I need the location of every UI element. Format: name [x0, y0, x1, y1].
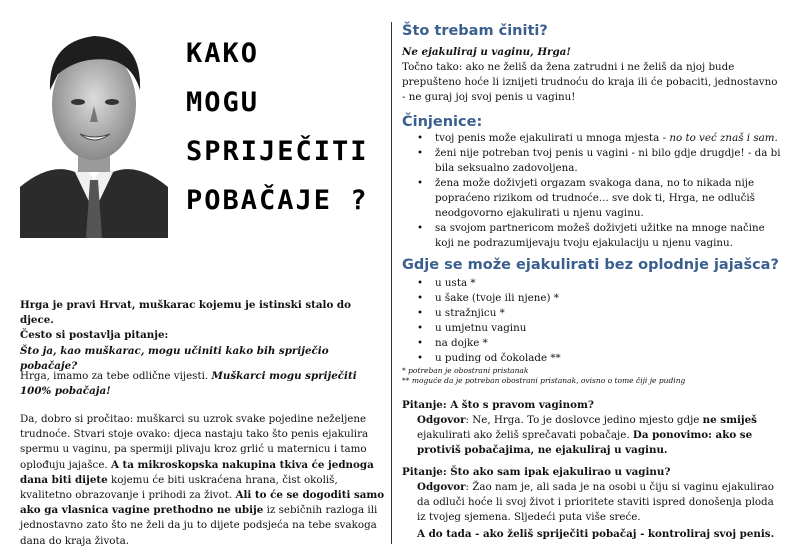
place-item: • u usta * [402, 276, 782, 291]
place-item: • u puding od čokolade ** [402, 351, 782, 366]
body-text-2: kojemu će biti uskraćena hrana, čist okoliš, kvalitetno obrazovanje i prihodi za život. [20, 473, 338, 502]
place-item: • na dojke * [402, 336, 782, 351]
qa-1 [402, 398, 782, 458]
question-1: Pitanje: A što s pravom vaginom? [402, 399, 594, 411]
section-facts [402, 115, 782, 251]
section-where [402, 258, 782, 386]
portrait-photo [20, 12, 168, 238]
answer-2: Odgovor: Žao nam je, ali sada je na osobi u čiju si vaginu ejakulirao da odluči hoće li svoj život i prioritete staviti ispred donošenja ploda iz tvojeg sjemena. Sljedeći puta više sreće. [417, 481, 774, 523]
body-paragraph [20, 412, 386, 549]
fact-item: • ženi nije potreban tvoj penis u vagini - ni bilo gdje drugdje! - da bi bila seksualno zadovoljena. [402, 146, 782, 176]
question-2: Pitanje: Što ako sam ipak ejakulirao u vaginu? [402, 466, 671, 478]
answer-1: Odgovor: Ne, Hrga. To je doslovce jedino mjesto gdje ne smiješ ejakulirati ako želiš sprečavati pobačaje. Da ponovimo: ako se protiviš pobačajima, ne ejakuliraj u vaginu. [417, 414, 757, 456]
heading-where: Gdje se može ejakulirati bez oplodnje jajašca? [402, 257, 779, 273]
places-list [402, 276, 782, 366]
footnote-2: ** moguće da je potreban obostrani pristanak, ovisno o tome čiji je puding [402, 376, 686, 385]
body-bold-2: Ali to će se dogoditi samo ako ga vlasnica vagine prethodno ne ubije [20, 489, 385, 517]
qa-2 [402, 465, 782, 542]
heading-what-to-do: Što trebam činiti? [402, 23, 548, 39]
section-what-to-do [402, 24, 782, 105]
title-line-1: KAKO [186, 38, 260, 69]
fact-item: • tvoj penis može ejakulirati u mnoga mjesta - no to već znaš i sam. [402, 131, 782, 146]
news-text: Hrga, imamo za tebe odlične vijesti. [20, 370, 212, 382]
body-text-1: Da, dobro si pročitao: muškarci su uzrok svake pojedine neželjene trudnoće. Stvari stoje ovako: djeca nastaju tako što penis ejakulira spermu u vaginu, pa spermiji plivaju kroz grlić u maternicu i tamo oplođuju jajašce. [20, 413, 369, 471]
title-line-4: POBAČAJE ? [186, 185, 369, 216]
intro-question: Što ja, kao muškarac, mogu učiniti kako bih spriječio pobačaje? [20, 344, 329, 372]
place-item: • u stražnjicu * [402, 306, 782, 321]
fact-item: • sa svojom partnericom možeš doživjeti užitke na mnoge načine koji ne podrazumijevaju tvoju ejakulaciju u njenu vaginu. [402, 221, 782, 251]
body-bold-1: A ta mikroskopska nakupina tkiva će jednoga dana biti dijete [20, 458, 374, 486]
intro-paragraph [20, 298, 386, 374]
body-text-3: iz sebičnih razloga ili jednostavno zato što ne želi da ju to dijete podsjeća na tebe svakoga dana do kraja života. [20, 504, 378, 547]
facts-list [402, 131, 782, 251]
title-line-3: SPRIJEČITI [186, 136, 369, 167]
place-item: • u umjetnu vaginu [402, 321, 782, 336]
news-paragraph [20, 369, 386, 399]
column-divider [391, 22, 392, 544]
news-emphasis: Muškarci mogu spriječiti 100% pobačaja! [20, 370, 357, 398]
what-to-do-text: Točno tako: ako ne želiš da žena zatrudni i ne želiš da njoj bude prepušteno hoće li iznijeti trudnoću do kraja ili će pobaciti, jednostavno - ne guraj joj svoj penis u vaginu! [402, 61, 778, 103]
intro-line-1: Hrga je pravi Hrvat, muškarac kojemu je istinski stalo do djece. [20, 299, 351, 327]
place-item: • u šake (tvoje ili njene) * [402, 291, 782, 306]
title-line-2: MOGU [186, 87, 260, 118]
heading-facts: Činjenice: [402, 114, 483, 130]
intro-line-2: Često si postavlja pitanje: [20, 329, 169, 342]
fact-item: • žena može doživjeti orgazam svakoga dana, no to nikada nije popraćeno rizikom od trudnoće... sve dok ti, Hrga, ne odlučiš neodgovorno ejakulirati u njenu vaginu. [402, 176, 782, 221]
what-to-do-lead: Ne ejakuliraj u vaginu, Hrga! [402, 46, 571, 58]
final-message: A do tada - ako želiš spriječiti pobačaj - kontroliraj svoj penis. [417, 528, 775, 540]
footnote-1: * potreban je obostrani pristanak [402, 366, 529, 375]
